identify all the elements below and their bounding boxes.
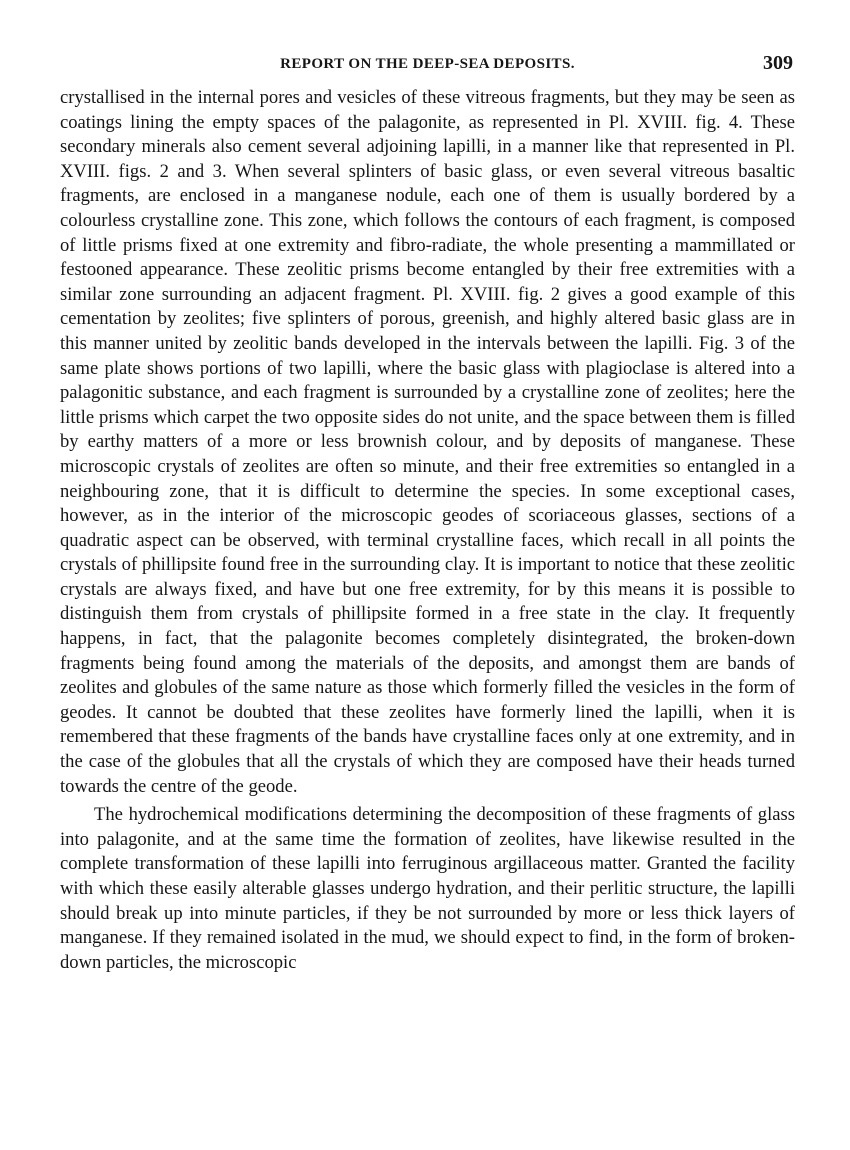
- running-header: [60, 52, 795, 82]
- paragraph-continued: crystallised in the internal pores and vesicles of these vitreous fragments, but they may be seen as coatings lining the empty spaces of the palagonite, as represented in Pl. XVIII. fig. 4. These secondary minerals also cement several adjoining lapilli, in a manner like that represented in Pl. XVIII. figs. 2 and 3. When several splinters of basic glass, or even several vitreous basaltic fragments, are enclosed in a manganese nodule, each one of them is usually bordered by a colourless crystalline zone. This zone, which follows the contours of each fragment, is composed of little prisms fixed at one extremity and fibro-radiate, the whole presenting a mammillated or festooned appearance. These zeolitic prisms become entangled by their free extremities with a similar zone surrounding an adjacent fragment. Pl. XVIII. fig. 2 gives a good example of this cementation by zeolites; five splinters of porous, greenish, and highly altered basic glass are in this manner united by zeolitic bands developed in the intervals between the lapilli. Fig. 3 of the same plate shows portions of two lapilli, where the basic glass with plagioclase is altered into a palagonitic substance, and each fragment is surrounded by a crystalline zone of zeolites; here the little prisms which carpet the two opposite sides do not unite, and the space between them is filled by earthy matters of a more or less brownish colour, and by deposits of manganese. These microscopic crystals of zeolites are often so minute, and their free extremities so entangled in a neighbouring zone, that it is difficult to determine the species. In some exceptional cases, however, as in the interior of the microscopic geodes of scoriaceous glasses, sections of a quadratic aspect can be observed, with terminal crystalline faces, which recall in all points the crystals of phillipsite found free in the surrounding clay. It is important to notice that these zeolitic crystals are always fixed, and have but one free extremity, for by this means it is possible to distinguish them from crystals of phillipsite formed in a free state in the clay. It frequently happens, in fact, that the palagonite becomes completely disintegrated, the broken-down fragments being found among the materials of the deposits, and amongst them are bands of zeolites and globules of the same nature as those which formerly filled the vesicles in the form of geodes. It cannot be doubted that these zeolites have formerly lined the lapilli, when it is remembered that these fragments of the bands have crystalline faces only at one extremity, and in the case of the globules that all the crystals of which they are composed have their heads turned towards the centre of the geode.: [60, 87, 795, 797]
- document-page: [60, 52, 795, 1132]
- body-text: [60, 86, 795, 975]
- page-number: 309: [763, 52, 793, 74]
- running-title: REPORT ON THE DEEP-SEA DEPOSITS.: [280, 56, 575, 72]
- paragraph: The hydrochemical modifications determining the decomposition of these fragments of glass into palagonite, and at the same time the formation of zeolites, have likewise resulted in the complete transformation of these lapilli into ferruginous argillaceous matter. Granted the facility with which these easily alterable glasses undergo hydration, and their perlitic structure, the lapilli should break up into minute particles, if they be not surrounded by more or less thick layers of manganese. If they remained isolated in the mud, we should expect to find, in the form of broken-down particles, the microscopic: [60, 804, 795, 973]
